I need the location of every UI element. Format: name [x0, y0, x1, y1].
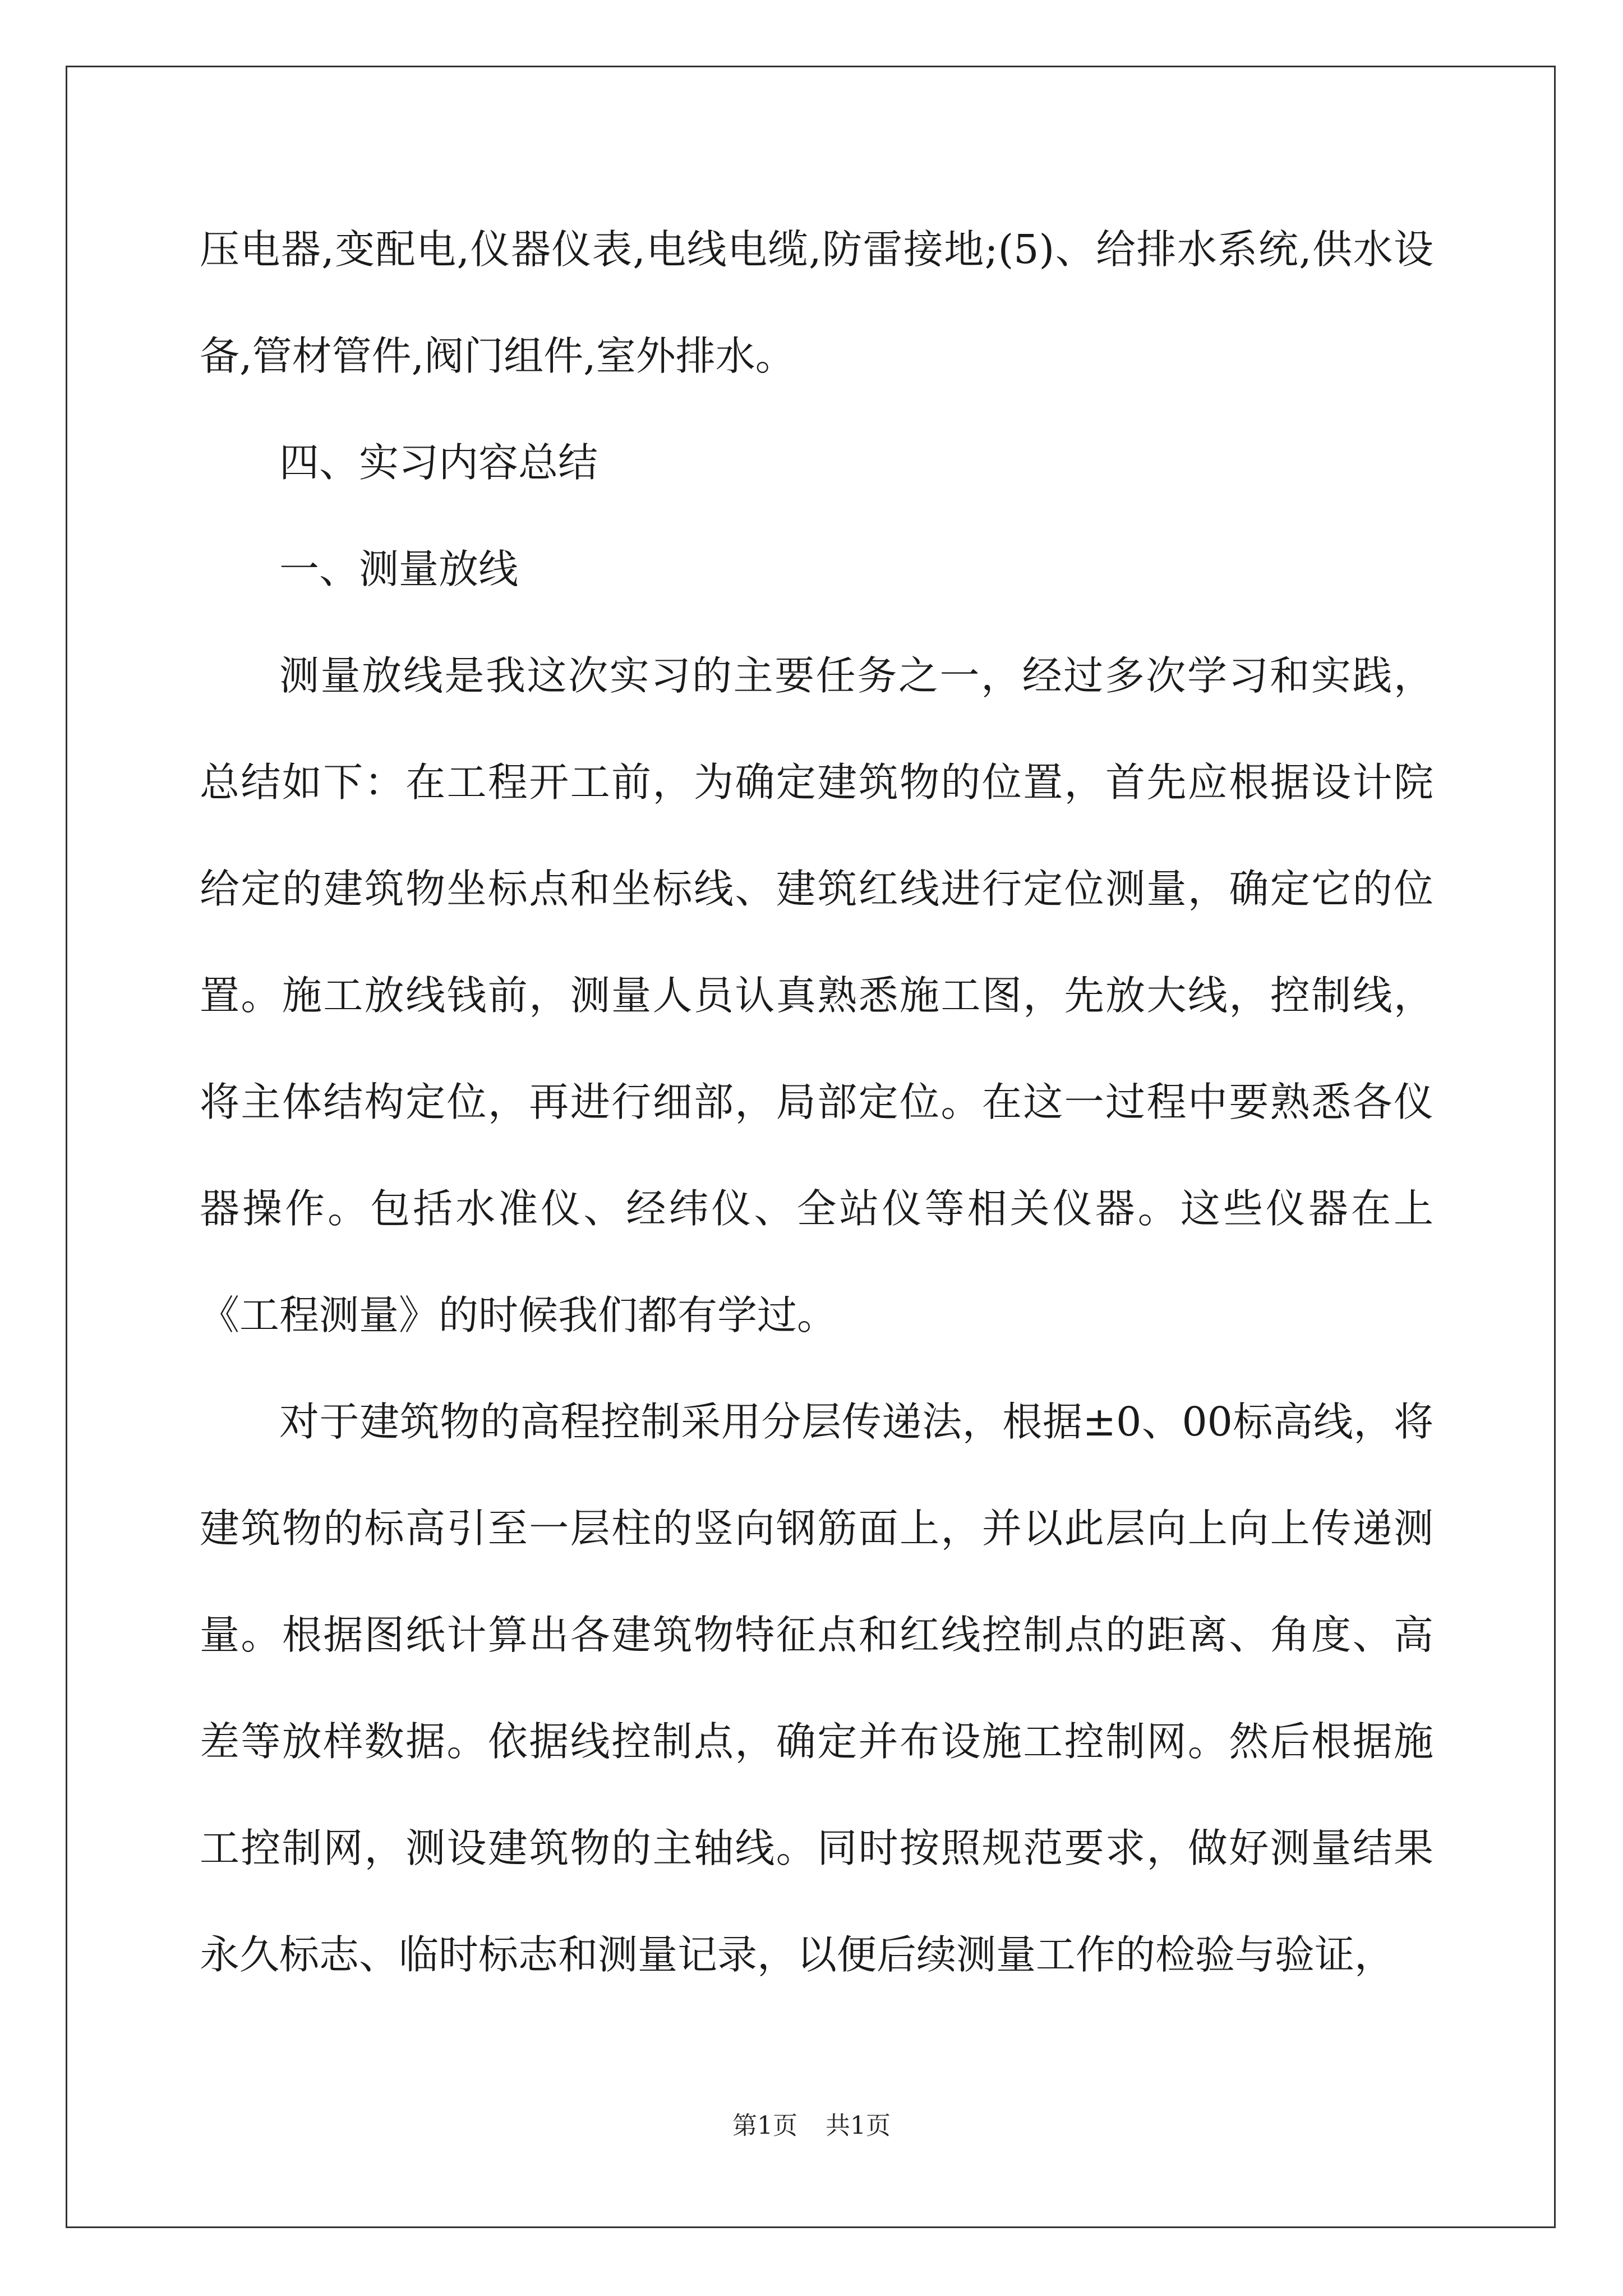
document-body — [200, 196, 1433, 2008]
subsection-heading-survey: 一、测量放线 — [279, 546, 519, 592]
page-footer — [0, 2109, 1623, 2143]
paragraph-survey: 测量放线是我这次实习的主要任务之一，经过多次学习和实践，总结如下：在工程开工前，为确定建筑物的位置，首先应根据设计院给定的建筑物坐标点和坐标线、建筑红线进行定位测量，确定它的位置。施工放线钱前，测量人员认真熟悉施工图，先放大线，控制线，将主体结构定位，再进行细部，局部定位。在这一过程中要熟悉各仪器操作。包括水准仪、经纬仪、全站仪等相关仪器。这些仪器在上《工程测量》的时候我们都有学过。 — [200, 652, 1433, 1338]
paragraph-1: 压电器,变配电,仪器仪表,电线电缆,防雷接地;(5)、给排水系统,供水设备,管材管件,阀门组件,室外排水。 — [200, 226, 1433, 379]
page-number-total: 共1页 — [826, 2111, 891, 2140]
paragraph-elevation: 对于建筑物的高程控制采用分层传递法，根据±0、00标高线，将建筑物的标高引至一层柱的竖向钢筋面上，并以此层向上向上传递测量。根据图纸计算出各建筑物特征点和红线控制点的距离、角度、高差等放样数据。依据线控制点，确定并布设施工控制网。然后根据施工控制网，测设建筑物的主轴线。同时按照规范要求，做好测量结果永久标志、临时标志和测量记录，以便后续测量工作的检验与验证， — [200, 1398, 1433, 1978]
page-number-current: 第1页 — [732, 2111, 797, 2140]
section-heading-summary: 四、实习内容总结 — [279, 439, 598, 486]
